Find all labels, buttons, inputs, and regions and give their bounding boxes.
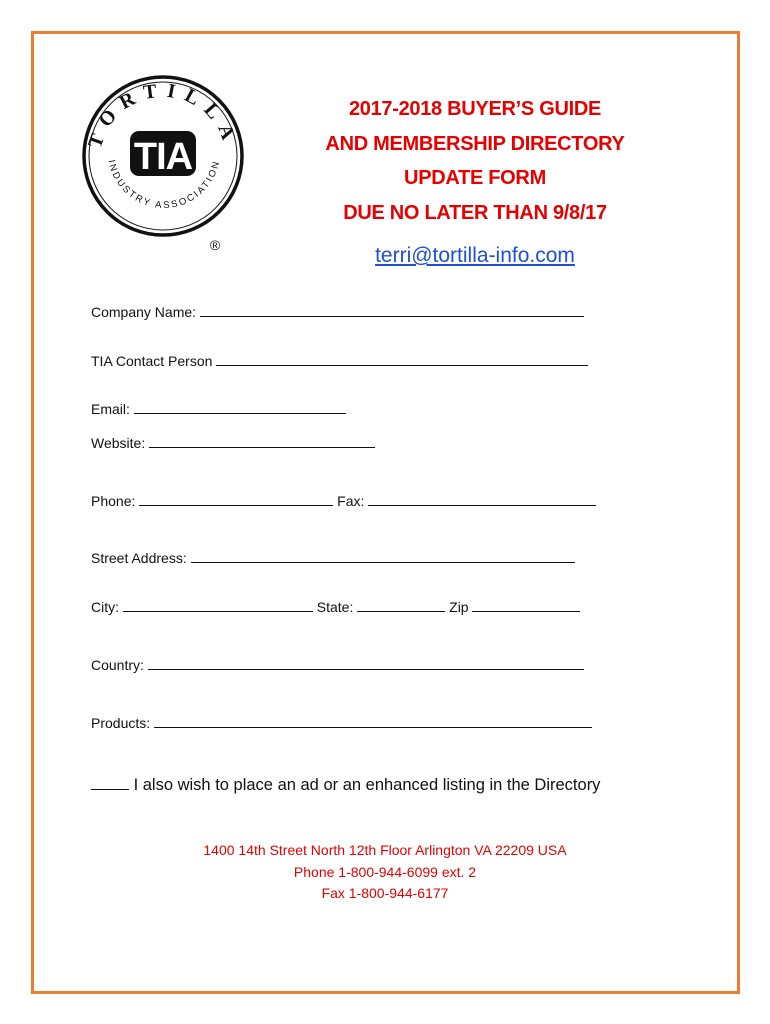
title-line-3: UPDATE FORM: [404, 167, 546, 189]
logo-ring-text: TORTILLA: [83, 79, 243, 151]
contact-footer: [90, 840, 680, 905]
fax-field[interactable]: [368, 491, 596, 506]
phone-label: Phone:: [91, 493, 140, 509]
city-label: City:: [91, 599, 123, 615]
state-field[interactable]: [357, 597, 445, 612]
website-field[interactable]: [149, 433, 375, 448]
title-line-1: 2017-2018 BUYER’S GUIDE: [348, 98, 602, 120]
title-line-4: DUE NO LATER THAN 9/8/17: [343, 201, 607, 224]
page-title: [290, 92, 660, 230]
contact-email-link[interactable]: terri@tortilla-info.com: [375, 244, 575, 267]
country-label: Country:: [91, 657, 148, 673]
phone-field[interactable]: [139, 491, 333, 506]
country-row: [91, 655, 584, 675]
logo-sub-text: INDUSTRY ASSOCIATION: [105, 158, 223, 212]
street-address-field[interactable]: [191, 548, 575, 563]
logo-mark: TIA: [133, 136, 193, 178]
website-label: Website:: [91, 435, 150, 451]
city-state-zip-row: [91, 597, 580, 617]
tia-logo: [78, 74, 248, 258]
company-name-field[interactable]: [200, 302, 584, 317]
contact-person-field[interactable]: [216, 351, 588, 366]
contact-person-row: [91, 351, 588, 371]
products-row: [91, 713, 592, 733]
email-row: [91, 399, 346, 419]
city-field[interactable]: [123, 597, 313, 612]
ad-option-checkbox[interactable]: [91, 774, 129, 790]
company-name-label: Company Name:: [91, 304, 200, 320]
country-field[interactable]: [148, 655, 584, 670]
phone-fax-row: [91, 491, 596, 511]
website-row: [91, 433, 375, 453]
street-address-label: Street Address:: [91, 550, 191, 566]
state-label: State:: [312, 599, 358, 615]
footer-fax: Fax 1-800-944-6177: [321, 885, 449, 901]
email-label: Email:: [91, 401, 134, 417]
registered-mark: ®: [209, 237, 221, 253]
fax-label: Fax:: [333, 493, 369, 509]
footer-address: 1400 14th Street North 12th Floor Arlington VA 22209 USA: [203, 842, 567, 858]
ad-option-label: I also wish to place an ad or an enhanced listing in the Directory: [129, 776, 601, 794]
street-address-row: [91, 548, 575, 568]
products-label: Products:: [91, 715, 155, 731]
zip-label: Zip: [445, 599, 473, 615]
zip-field[interactable]: [472, 597, 580, 612]
ad-option-row: [91, 774, 600, 795]
title-line-2: AND MEMBERSHIP DIRECTORY: [325, 132, 625, 155]
contact-person-label: TIA Contact Person: [91, 353, 217, 369]
products-field[interactable]: [154, 713, 592, 728]
footer-phone: Phone 1-800-944-6099 ext. 2: [293, 863, 477, 880]
company-name-row: [91, 302, 584, 322]
email-field[interactable]: [134, 399, 346, 414]
